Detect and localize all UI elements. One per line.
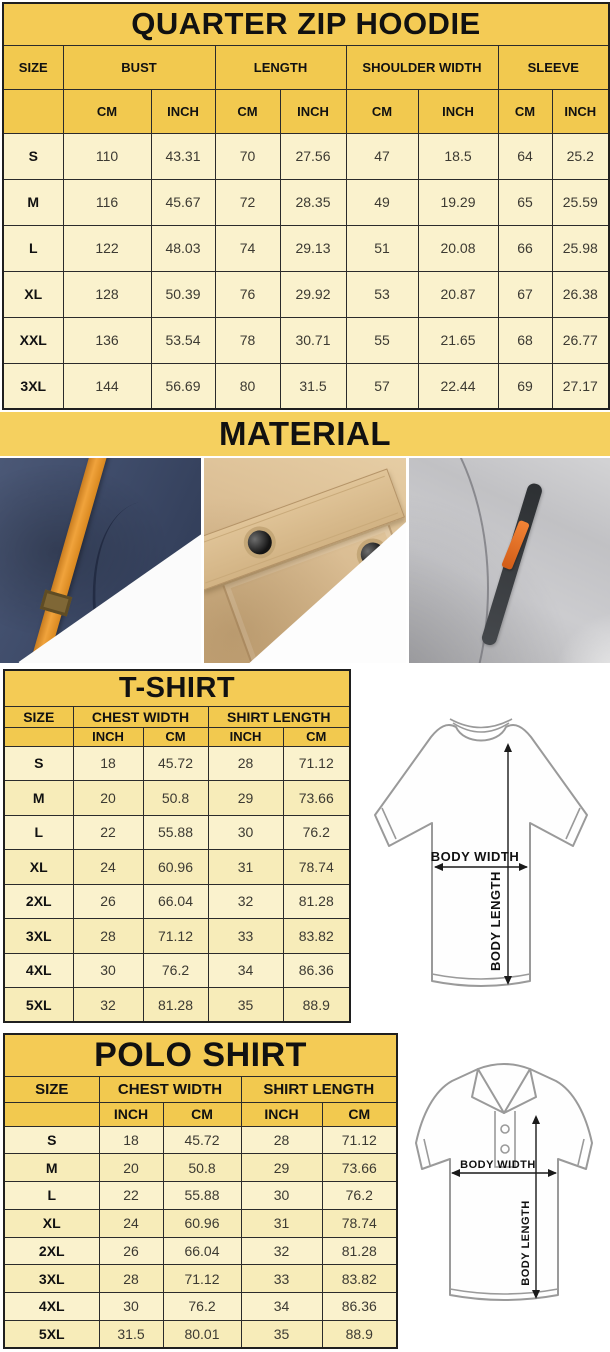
polo-diagram bbox=[398, 1033, 610, 1329]
value-cell: 50.8 bbox=[143, 781, 208, 816]
value-cell: 128 bbox=[63, 271, 151, 317]
value-cell: 81.28 bbox=[283, 884, 350, 919]
tshirt-diagram bbox=[351, 669, 610, 1017]
table-row bbox=[4, 1293, 397, 1321]
col-header-sleeve: SLEEVE bbox=[498, 45, 609, 89]
value-cell: 136 bbox=[63, 317, 151, 363]
value-cell: 50.8 bbox=[163, 1154, 241, 1182]
value-cell: 28 bbox=[208, 746, 283, 781]
size-cell: XL bbox=[4, 850, 73, 885]
value-cell: 78 bbox=[215, 317, 280, 363]
unit-header-blank bbox=[4, 1102, 99, 1126]
col-header-size: SIZE bbox=[3, 45, 63, 89]
value-cell: 64 bbox=[498, 133, 552, 179]
value-cell: 83.82 bbox=[283, 919, 350, 954]
value-cell: 32 bbox=[241, 1237, 322, 1265]
col-header-chest-width: CHEST WIDTH bbox=[73, 706, 208, 727]
value-cell: 66 bbox=[498, 225, 552, 271]
size-cell: L bbox=[4, 1182, 99, 1210]
size-cell: 3XL bbox=[4, 919, 73, 954]
value-cell: 20 bbox=[99, 1154, 163, 1182]
col-header-length: LENGTH bbox=[215, 45, 346, 89]
value-cell: 29 bbox=[208, 781, 283, 816]
value-cell: 26.38 bbox=[552, 271, 609, 317]
value-cell: 47 bbox=[346, 133, 418, 179]
value-cell: 28.35 bbox=[280, 179, 346, 225]
value-cell: 34 bbox=[208, 953, 283, 988]
value-cell: 29.13 bbox=[280, 225, 346, 271]
unit-header-inch: INCH bbox=[552, 89, 609, 133]
col-header-size: SIZE bbox=[4, 706, 73, 727]
value-cell: 83.82 bbox=[322, 1265, 397, 1293]
col-header-bust: BUST bbox=[63, 45, 215, 89]
value-cell: 56.69 bbox=[151, 363, 215, 409]
unit-header-cm: CM bbox=[143, 727, 208, 746]
polo-table-title: POLO SHIRT bbox=[4, 1034, 397, 1076]
value-cell: 31.5 bbox=[99, 1320, 163, 1348]
table-row bbox=[4, 1154, 397, 1182]
table-row bbox=[4, 850, 350, 885]
value-cell: 25.98 bbox=[552, 225, 609, 271]
value-cell: 71.12 bbox=[143, 919, 208, 954]
unit-header-inch: INCH bbox=[418, 89, 498, 133]
value-cell: 88.9 bbox=[322, 1320, 397, 1348]
value-cell: 22 bbox=[99, 1182, 163, 1210]
value-cell: 21.65 bbox=[418, 317, 498, 363]
value-cell: 32 bbox=[208, 884, 283, 919]
value-cell: 69 bbox=[498, 363, 552, 409]
value-cell: 72 bbox=[215, 179, 280, 225]
table-row bbox=[4, 1265, 397, 1293]
size-cell: M bbox=[3, 179, 63, 225]
hoodie-size-table bbox=[2, 2, 610, 410]
value-cell: 34 bbox=[241, 1293, 322, 1321]
value-cell: 22.44 bbox=[418, 363, 498, 409]
unit-header-cm: CM bbox=[498, 89, 552, 133]
size-cell: 3XL bbox=[4, 1265, 99, 1293]
value-cell: 28 bbox=[99, 1265, 163, 1293]
value-cell: 60.96 bbox=[163, 1209, 241, 1237]
unit-header-cm: CM bbox=[346, 89, 418, 133]
value-cell: 33 bbox=[241, 1265, 322, 1293]
body-width-label: BODY WIDTH bbox=[460, 1159, 536, 1171]
table-row bbox=[3, 271, 609, 317]
table-row bbox=[4, 953, 350, 988]
value-cell: 73.66 bbox=[283, 781, 350, 816]
value-cell: 18 bbox=[73, 746, 143, 781]
table-row bbox=[3, 179, 609, 225]
size-cell: 2XL bbox=[4, 1237, 99, 1265]
size-cell: L bbox=[3, 225, 63, 271]
value-cell: 27.56 bbox=[280, 133, 346, 179]
hoodie-size-section bbox=[2, 2, 610, 410]
size-cell: S bbox=[4, 1126, 99, 1154]
unit-header-cm: CM bbox=[322, 1102, 397, 1126]
table-row bbox=[3, 363, 609, 409]
value-cell: 76.2 bbox=[163, 1293, 241, 1321]
value-cell: 55.88 bbox=[143, 815, 208, 850]
col-header-size: SIZE bbox=[4, 1076, 99, 1102]
value-cell: 19.29 bbox=[418, 179, 498, 225]
value-cell: 55 bbox=[346, 317, 418, 363]
value-cell: 60.96 bbox=[143, 850, 208, 885]
size-cell: S bbox=[4, 746, 73, 781]
body-width-label: BODY WIDTH bbox=[430, 849, 519, 864]
size-cell: L bbox=[4, 815, 73, 850]
table-row bbox=[4, 746, 350, 781]
value-cell: 31.5 bbox=[280, 363, 346, 409]
value-cell: 76 bbox=[215, 271, 280, 317]
value-cell: 26 bbox=[99, 1237, 163, 1265]
unit-header-cm: CM bbox=[63, 89, 151, 133]
size-cell: S bbox=[3, 133, 63, 179]
value-cell: 53 bbox=[346, 271, 418, 317]
value-cell: 65 bbox=[498, 179, 552, 225]
unit-header-blank bbox=[3, 89, 63, 133]
table-row bbox=[4, 1182, 397, 1210]
unit-header-cm: CM bbox=[215, 89, 280, 133]
value-cell: 45.72 bbox=[163, 1126, 241, 1154]
size-cell: 5XL bbox=[4, 988, 73, 1023]
value-cell: 20.08 bbox=[418, 225, 498, 271]
table-row bbox=[4, 1237, 397, 1265]
polo-section bbox=[0, 1033, 610, 1349]
material-title: MATERIAL bbox=[218, 415, 392, 452]
value-cell: 48.03 bbox=[151, 225, 215, 271]
value-cell: 28 bbox=[73, 919, 143, 954]
value-cell: 28 bbox=[241, 1126, 322, 1154]
value-cell: 35 bbox=[241, 1320, 322, 1348]
value-cell: 24 bbox=[73, 850, 143, 885]
value-cell: 88.9 bbox=[283, 988, 350, 1023]
size-cell: 4XL bbox=[4, 1293, 99, 1321]
tshirt-section bbox=[0, 669, 610, 1023]
value-cell: 81.28 bbox=[322, 1237, 397, 1265]
value-cell: 25.59 bbox=[552, 179, 609, 225]
value-cell: 66.04 bbox=[143, 884, 208, 919]
value-cell: 76.2 bbox=[283, 815, 350, 850]
table-row bbox=[4, 781, 350, 816]
value-cell: 26 bbox=[73, 884, 143, 919]
size-cell: 4XL bbox=[4, 953, 73, 988]
table-row bbox=[3, 317, 609, 363]
value-cell: 43.31 bbox=[151, 133, 215, 179]
body-length-label: BODY LENGTH bbox=[487, 871, 503, 971]
size-cell: 3XL bbox=[3, 363, 63, 409]
tshirt-table-title: T-SHIRT bbox=[4, 670, 350, 706]
value-cell: 26.77 bbox=[552, 317, 609, 363]
value-cell: 20 bbox=[73, 781, 143, 816]
value-cell: 78.74 bbox=[283, 850, 350, 885]
value-cell: 33 bbox=[208, 919, 283, 954]
value-cell: 81.28 bbox=[143, 988, 208, 1023]
value-cell: 80 bbox=[215, 363, 280, 409]
tshirt-table-body bbox=[4, 746, 350, 1022]
col-header-shoulder-width: SHOULDER WIDTH bbox=[346, 45, 498, 89]
unit-header-inch: INCH bbox=[280, 89, 346, 133]
value-cell: 49 bbox=[346, 179, 418, 225]
value-cell: 30 bbox=[73, 953, 143, 988]
collar-ribbing bbox=[450, 719, 512, 732]
hoodie-table-body bbox=[3, 133, 609, 409]
size-cell: XL bbox=[4, 1209, 99, 1237]
value-cell: 116 bbox=[63, 179, 151, 225]
unit-header-blank bbox=[4, 727, 73, 746]
table-row bbox=[4, 815, 350, 850]
value-cell: 20.87 bbox=[418, 271, 498, 317]
value-cell: 55.88 bbox=[163, 1182, 241, 1210]
unit-header-cm: CM bbox=[163, 1102, 241, 1126]
value-cell: 71.12 bbox=[322, 1126, 397, 1154]
material-photo-khaki-fabric bbox=[204, 458, 405, 663]
material-photos bbox=[0, 458, 610, 663]
value-cell: 78.74 bbox=[322, 1209, 397, 1237]
sleeve-seam bbox=[409, 458, 489, 663]
unit-header-inch: INCH bbox=[99, 1102, 163, 1126]
value-cell: 73.66 bbox=[322, 1154, 397, 1182]
material-photo-navy-fabric bbox=[0, 458, 201, 663]
value-cell: 122 bbox=[63, 225, 151, 271]
material-photo-gray-fleece bbox=[409, 458, 610, 663]
value-cell: 35 bbox=[208, 988, 283, 1023]
size-cell: 5XL bbox=[4, 1320, 99, 1348]
body-length-label: BODY LENGTH bbox=[520, 1200, 533, 1286]
value-cell: 51 bbox=[346, 225, 418, 271]
value-cell: 45.72 bbox=[143, 746, 208, 781]
value-cell: 18.5 bbox=[418, 133, 498, 179]
polo-outline bbox=[416, 1064, 592, 1300]
value-cell: 31 bbox=[208, 850, 283, 885]
size-cell: M bbox=[4, 781, 73, 816]
polo-size-table bbox=[3, 1033, 398, 1349]
value-cell: 57 bbox=[346, 363, 418, 409]
value-cell: 80.01 bbox=[163, 1320, 241, 1348]
value-cell: 32 bbox=[73, 988, 143, 1023]
table-row bbox=[4, 1320, 397, 1348]
value-cell: 76.2 bbox=[143, 953, 208, 988]
value-cell: 31 bbox=[241, 1209, 322, 1237]
value-cell: 86.36 bbox=[283, 953, 350, 988]
table-row bbox=[4, 884, 350, 919]
value-cell: 30 bbox=[99, 1293, 163, 1321]
size-cell: XXL bbox=[3, 317, 63, 363]
size-cell: M bbox=[4, 1154, 99, 1182]
table-row bbox=[4, 1126, 397, 1154]
hoodie-table-title: QUARTER ZIP HOODIE bbox=[3, 3, 609, 45]
value-cell: 71.12 bbox=[283, 746, 350, 781]
polo-table-body bbox=[4, 1126, 397, 1348]
value-cell: 50.39 bbox=[151, 271, 215, 317]
value-cell: 29 bbox=[241, 1154, 322, 1182]
value-cell: 24 bbox=[99, 1209, 163, 1237]
unit-header-inch: INCH bbox=[208, 727, 283, 746]
col-header-shirt-length: SHIRT LENGTH bbox=[208, 706, 350, 727]
value-cell: 86.36 bbox=[322, 1293, 397, 1321]
unit-header-inch: INCH bbox=[151, 89, 215, 133]
table-row bbox=[4, 919, 350, 954]
unit-header-inch: INCH bbox=[73, 727, 143, 746]
size-cell: XL bbox=[3, 271, 63, 317]
value-cell: 22 bbox=[73, 815, 143, 850]
col-header-chest-width: CHEST WIDTH bbox=[99, 1076, 241, 1102]
material-section-header bbox=[0, 412, 610, 456]
value-cell: 71.12 bbox=[163, 1265, 241, 1293]
value-cell: 76.2 bbox=[322, 1182, 397, 1210]
value-cell: 30 bbox=[241, 1182, 322, 1210]
value-cell: 66.04 bbox=[163, 1237, 241, 1265]
table-row bbox=[4, 988, 350, 1023]
unit-header-inch: INCH bbox=[241, 1102, 322, 1126]
value-cell: 70 bbox=[215, 133, 280, 179]
value-cell: 110 bbox=[63, 133, 151, 179]
value-cell: 74 bbox=[215, 225, 280, 271]
value-cell: 30 bbox=[208, 815, 283, 850]
unit-header-cm: CM bbox=[283, 727, 350, 746]
table-row bbox=[4, 1209, 397, 1237]
table-row bbox=[3, 225, 609, 271]
tshirt-size-table bbox=[3, 669, 351, 1023]
value-cell: 45.67 bbox=[151, 179, 215, 225]
value-cell: 29.92 bbox=[280, 271, 346, 317]
value-cell: 27.17 bbox=[552, 363, 609, 409]
value-cell: 30.71 bbox=[280, 317, 346, 363]
value-cell: 67 bbox=[498, 271, 552, 317]
value-cell: 53.54 bbox=[151, 317, 215, 363]
size-cell: 2XL bbox=[4, 884, 73, 919]
value-cell: 25.2 bbox=[552, 133, 609, 179]
value-cell: 18 bbox=[99, 1126, 163, 1154]
table-row bbox=[3, 133, 609, 179]
value-cell: 144 bbox=[63, 363, 151, 409]
value-cell: 68 bbox=[498, 317, 552, 363]
col-header-shirt-length: SHIRT LENGTH bbox=[241, 1076, 397, 1102]
